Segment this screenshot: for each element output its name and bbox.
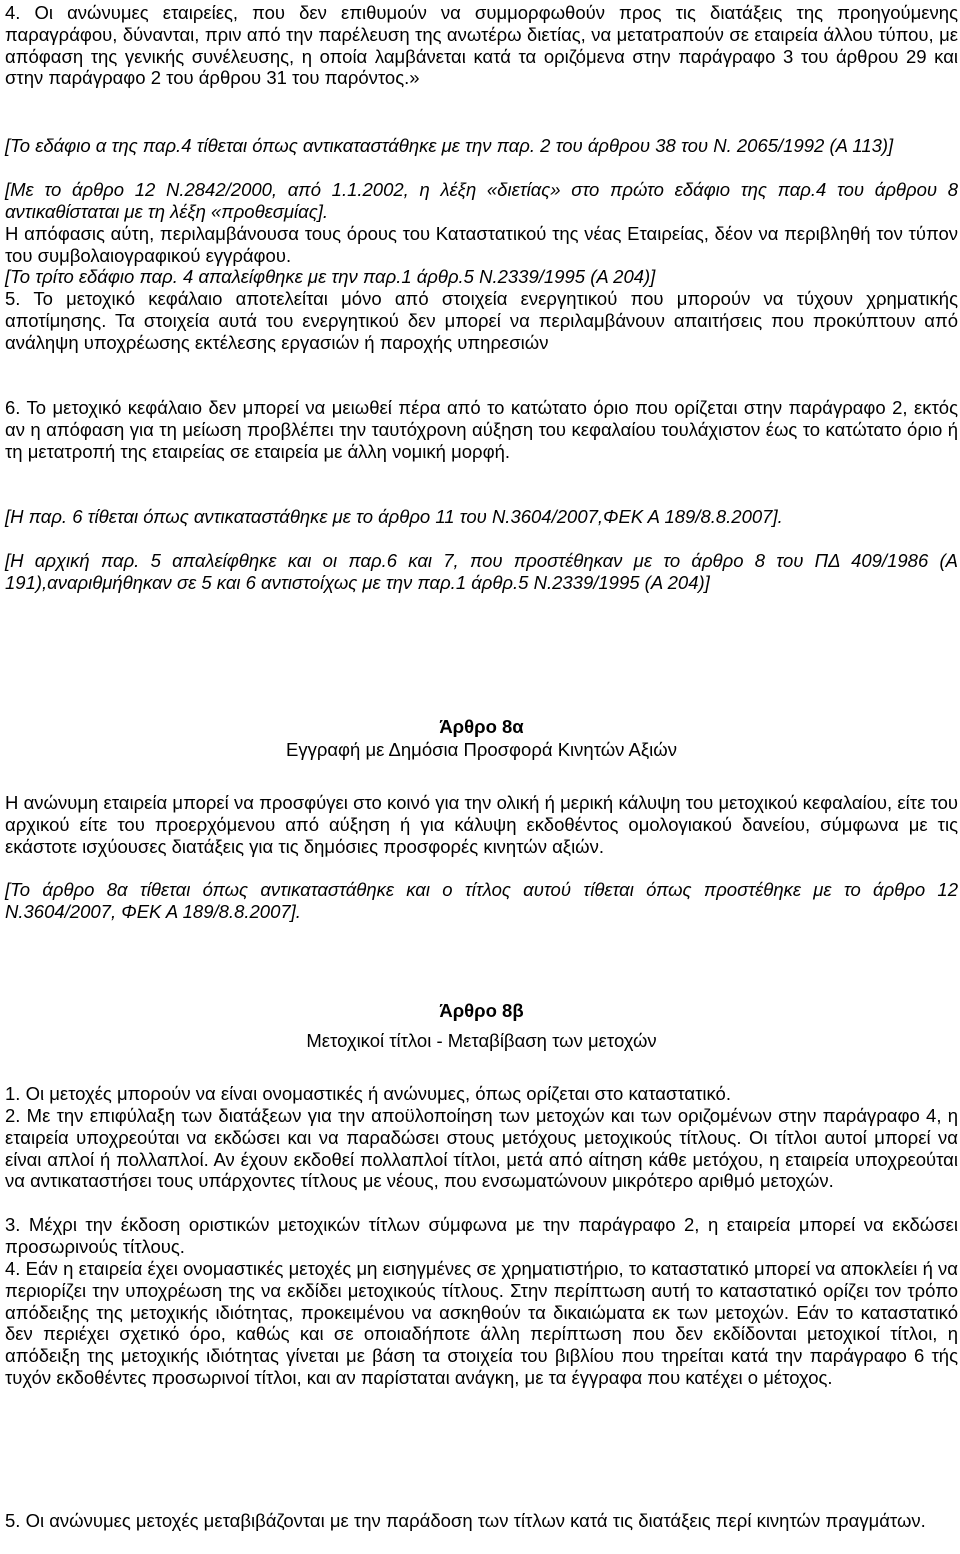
article-8a-heading	[5, 716, 958, 761]
article-8b-paragraph-2: 2. Με την επιφύλαξη των διατάξεων για την αποϋλοποίηση των μετοχών και των οριζομένων στην παράγραφο 4, η εταιρεία υποχρεούται να εκδώσει και να παραδώσει στους μετόχους μετοχικούς τίτλους. Οι τίτλοι αυτοί μπορεί να είναι απλοί ή πολλαπλοί. Αν έχουν εκδοθεί πολλαπλοί τίτλοι, μετά από αίτηση κάθε μετόχου, η εταιρεία υποχρεούται να αντικαταστήσει τους υπάρχοντες τίτλους με νέους, που ενσωματώνουν μικρότερο αριθμό μετοχών.	[5, 1105, 958, 1192]
article-8b-paragraph-3: 3. Μέχρι την έκδοση οριστικών μετοχικών τίτλων σύμφωνα με την παράγραφο 2, η εταιρεία μπορεί να εκδώσει προσωρινούς τίτλους.	[5, 1214, 958, 1257]
article-8b-title: Άρθρο 8β	[439, 1000, 524, 1021]
article-8b-paragraph-1: 1. Οι μετοχές μπορούν να είναι ονομαστικές ή ανώνυμες, όπως ορίζεται στο καταστατικό.	[5, 1083, 731, 1104]
article-8a-title: Άρθρο 8α	[439, 716, 524, 737]
note-paragraph-6: [Η παρ. 6 τίθεται όπως αντικαταστάθηκε με το άρθρο 11 του Ν.3604/2007,ΦΕΚ Α 189/8.8.2007].	[5, 506, 783, 527]
article-8b-paragraph-4: 4. Εάν η εταιρεία έχει ονομαστικές μετοχές μη εισηγμένες σε χρηματιστήριο, το καταστατικό μπορεί να αποκλείει ή να περιορίζει την υποχρέωση της να εκδίδει μετοχικούς τίτλους. Στην περίπτωση αυτή το καταστατικό ορίζει τον τρόπο απόδειξης της μετοχικής ιδιότητας, προκειμένου να ασκηθούν τα δικαιώματα εκ των μετοχών. Εάν το καταστατικό δεν περιέχει σχετικό όρο, καθώς και σε οποιαδήποτε άλλη περίπτωση που δεν εκδίδονται μετοχικοί τίτλοι, η απόδειξη της μετοχικής ιδιότητας γίνεται με βάση τα στοιχεία του βιβλίου που τηρείται κατά την παράγραφο 6 τής τυχόν εκδοθέντες προσωρινοί τίτλοι, και αν παρίσταται ανάγκη, με τα έγγραφα που κατέχει ο μέτοχος.	[5, 1258, 958, 1388]
paragraph-decision: Η απόφασις αύτη, περιλαμβάνουσα τους όρους του Καταστατικού της νέας Εταιρείας, δέον να περιβληθή τον τύπον του συμβολαιογραφικού εγγράφου.	[5, 223, 958, 266]
note-original-paragraph-5: [Η αρχική παρ. 5 απαλείφθηκε και οι παρ.6 και 7, που προστέθηκαν με το άρθρο 8 του ΠΔ 409/1986 (Α 191),αναριθμήθηκαν σε 5 και 6 αντιστοίχως με την παρ.1 άρθρ.5 Ν.2339/1995 (Α 204)]	[5, 550, 958, 593]
note-third-subparagraph: [Το τρίτο εδάφιο παρ. 4 απαλείφθηκε με την παρ.1 άρθρ.5 Ν.2339/1995 (Α 204)]	[5, 266, 656, 287]
paragraph-5: 5. Το μετοχικό κεφάλαιο αποτελείται μόνο από στοιχεία ενεργητικού που μπορούν να τύχουν χρηματικής αποτίμησης. Τα στοιχεία αυτά του ενεργητικού δεν μπορεί να περιλαμβάνουν απαιτήσεις που προκύπτουν από ανάληψη υποχρέωσης εκτέλεσης εργασιών ή παροχής υπηρεσιών	[5, 288, 958, 353]
note-paragraph-4a: [Το εδάφιο α της παρ.4 τίθεται όπως αντικαταστάθηκε με την παρ. 2 του άρθρου 38 του Ν. 2065/1992 (Α 113)]	[5, 135, 894, 156]
article-8a-note: [Το άρθρο 8α τίθεται όπως αντικαταστάθηκε και ο τίτλος αυτού τίθεται όπως προστέθηκε με το άρθρο 12 Ν.3604/2007, ΦΕΚ Α 189/8.8.2007].	[5, 879, 958, 922]
article-8b-subtitle: Μετοχικοί τίτλοι - Μεταβίβαση των μετοχών	[306, 1029, 657, 1051]
article-8a-subtitle: Εγγραφή με Δημόσια Προσφορά Κινητών Αξιών	[286, 738, 677, 760]
paragraph-6: 6. Το μετοχικό κεφάλαιο δεν μπορεί να μειωθεί πέρα από το κατώτατο όριο που ορίζεται στην παράγραφο 2, εκτός αν η απόφαση για τη μείωση προβλέπει την ταυτόχρονη αύξηση του κεφαλαίου τουλάχιστον έως το κατώτατο όριο ή τη μετατροπή της εταιρείας σε εταιρεία με άλλη νομική μορφή.	[5, 397, 958, 462]
article-8b-heading	[5, 1000, 958, 1052]
note-law-2842-2000: [Με το άρθρο 12 Ν.2842/2000, από 1.1.2002, η λέξη «διετίας» στο πρώτο εδάφιο της παρ.4 του άρθρου 8 αντικαθίσταται με τη λέξη «προθεσμίας].	[5, 179, 958, 222]
paragraph-4: 4. Οι ανώνυμες εταιρείες, που δεν επιθυμούν να συμμορφωθούν προς τις διατάξεις της προηγούμενης παραγράφου, δύνανται, πριν από την παρέλευση της ανωτέρω διετίας, να μετατραπούν σε εταιρεία άλλου τύπου, με απόφαση της γενικής συνέλευσης, η οποία λαμβάνεται κατά τα οριζόμενα στην παράγραφο 3 του άρθρου 29 και στην παράγραφο 2 του άρθρου 31 του παρόντος.»	[5, 2, 958, 89]
article-8b-paragraph-5: 5. Οι ανώνυμες μετοχές μεταβιβάζονται με την παράδοση των τίτλων κατά τις διατάξεις περί κινητών πραγμάτων.	[5, 1510, 926, 1531]
article-8a-body: Η ανώνυμη εταιρεία μπορεί να προσφύγει στο κοινό για την ολική ή μερική κάλυψη του μετοχικού κεφαλαίου, είτε του αρχικού είτε του προερχόμενου από αύξηση ή για κάλυψη εκδοθέντος ομολογιακού δανείου, σύμφωνα με τις εκάστοτε ισχύουσες διατάξεις για τις δημόσιες προσφορές κινητών αξιών.	[5, 792, 958, 857]
